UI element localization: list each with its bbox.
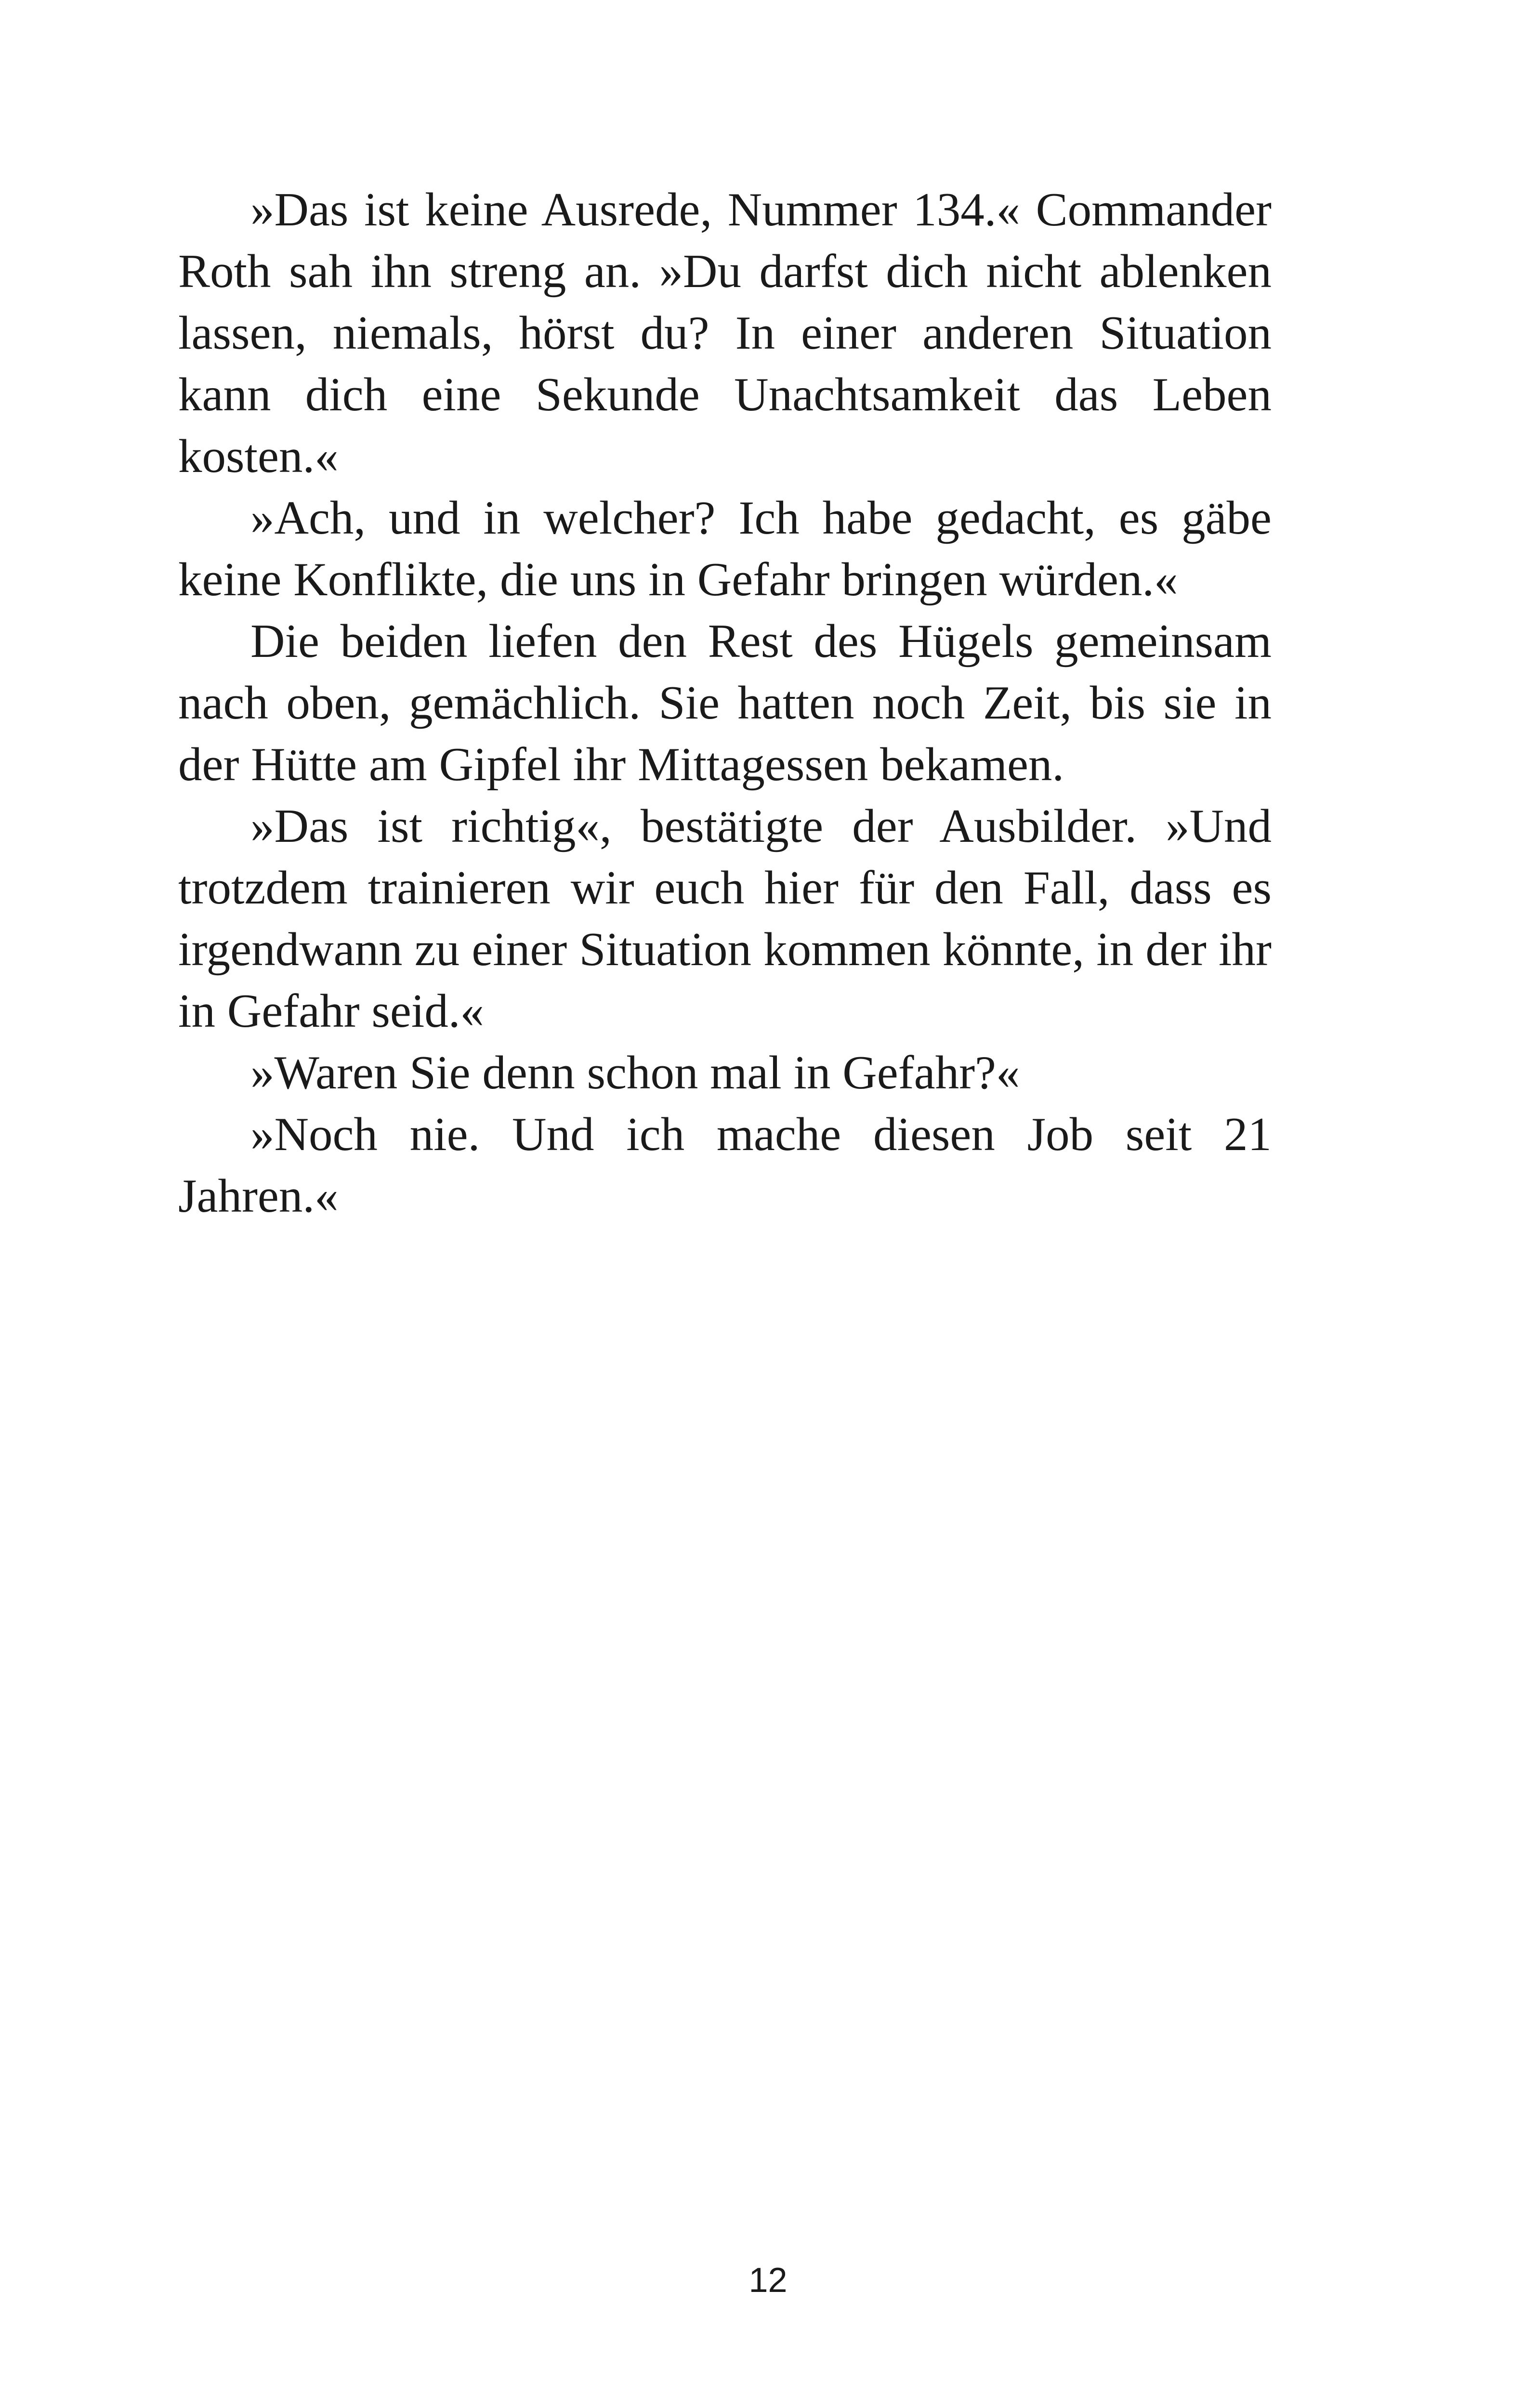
paragraph: »Das ist richtig«, bestätigte der Ausbilder. »Und trotzdem trainieren wir euch hier für den Fall, dass es irgendwann zu einer Situation kommen könnte, in der ihr in Gefahr seid.« [178, 800, 1272, 1037]
paragraph: »Waren Sie denn schon mal in Gefahr?« [250, 1047, 1020, 1099]
paragraph: Die beiden liefen den Rest des Hügels gemeinsam nach oben, gemächlich. Sie hatten noch Zeit, bis sie in der Hütte am Gipfel ihr Mittagessen bekamen. [178, 615, 1272, 791]
body-text [178, 179, 1272, 1227]
page-number: 12 [748, 2261, 788, 2300]
paragraph: »Ach, und in welcher? Ich habe gedacht, es gäbe keine Konflikte, die uns in Gefahr bringen würden.« [178, 492, 1272, 606]
paragraph: »Noch nie. Und ich mache diesen Job seit 21 Jahren.« [178, 1108, 1272, 1222]
paragraph: »Das ist keine Ausrede, Nummer 134.« Commander Roth sah ihn streng an. »Du darfst dich nicht ablenken lassen, niemals, hörst du? In einer anderen Situation kann dich eine Sekunde Unachtsamkeit das Leben kosten.« [178, 183, 1272, 483]
